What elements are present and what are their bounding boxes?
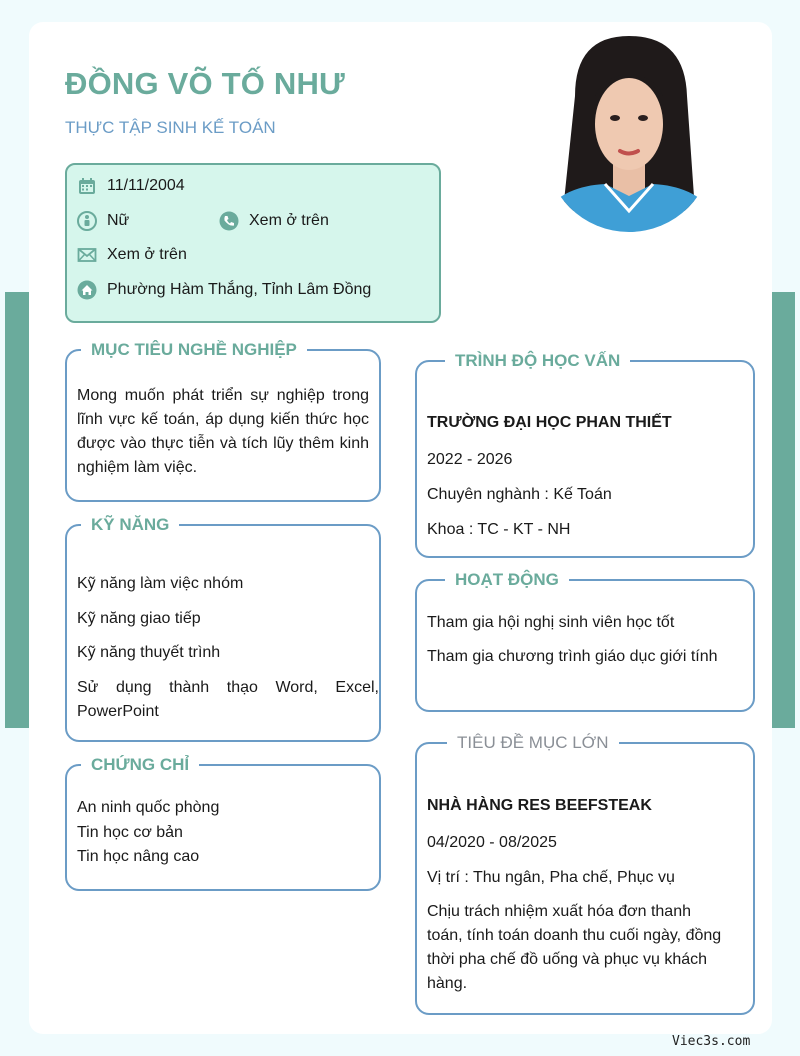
work-period: 04/2020 - 08/2025 — [427, 834, 557, 851]
certificate-item: Tin học cơ bản — [77, 824, 183, 841]
faculty: Khoa : TC - KT - NH — [427, 521, 571, 538]
left-accent-band — [5, 292, 29, 728]
gender-value: Nữ — [107, 212, 130, 229]
certificates-title: CHỨNG CHỈ — [81, 753, 199, 777]
mail-icon — [77, 245, 97, 265]
job-description: Chịu trách nhiệm xuất hóa đơn thanh toán, tính toán doanh thu cuối ngày, đồng thời pha chế đồ uống và phục vụ khách hàng. — [427, 903, 722, 992]
address-value: Phường Hàm Thắng, Tỉnh Lâm Đồng — [107, 281, 372, 298]
phone-value: Xem ở trên — [249, 212, 329, 229]
home-icon — [77, 280, 97, 300]
position: Vị trí : Thu ngân, Pha chế, Phục vụ — [427, 869, 675, 886]
objective-title: MỤC TIÊU NGHỀ NGHIỆP — [81, 338, 307, 362]
email-row — [77, 245, 187, 265]
gender-row — [77, 211, 129, 231]
right-accent-band — [772, 292, 795, 728]
experience-title: TIÊU ĐỀ MỤC LỚN — [447, 731, 619, 755]
activities-title: HOẠT ĐỘNG — [445, 568, 569, 592]
company-name: NHÀ HÀNG RES BEEFSTEAK — [427, 797, 652, 814]
site-watermark: Viec3s.com — [672, 1034, 751, 1049]
gender-icon — [77, 211, 97, 231]
certificate-item: Tin học nâng cao — [77, 848, 200, 865]
address-row — [77, 280, 371, 300]
candidate-name: ĐỒNG VÕ TỐ NHƯ — [65, 66, 345, 101]
birthday-row — [77, 176, 185, 196]
certificate-item: An ninh quốc phòng — [77, 799, 220, 816]
job-title: THỰC TẬP SINH KẾ TOÁN — [65, 118, 276, 137]
school-name: TRƯỜNG ĐẠI HỌC PHAN THIẾT — [427, 414, 672, 431]
major: Chuyên nghành : Kế Toán — [427, 486, 612, 503]
phone-icon — [219, 211, 239, 231]
study-years: 2022 - 2026 — [427, 451, 513, 468]
skill-item: Kỹ năng thuyết trình — [77, 644, 221, 661]
skill-item: Sử dụng thành thạo Word, Excel, PowerPoint — [77, 679, 379, 720]
education-title: TRÌNH ĐỘ HỌC VẤN — [445, 349, 630, 373]
activity-item: Tham gia hội nghị sinh viên học tốt — [427, 614, 675, 631]
skill-item: Kỹ năng làm việc nhóm — [77, 575, 244, 592]
email-value: Xem ở trên — [107, 246, 187, 263]
birthday-value: 11/11/2004 — [107, 177, 185, 194]
objective-text: Mong muốn phát triển sự nghiệp trong lĩnh vực kế toán, áp dụng kiến thức học được vào thực tiễn và tích lũy thêm kinh nghiệm làm việc. — [77, 387, 369, 476]
phone-row — [219, 211, 329, 231]
profile-photo — [545, 36, 713, 232]
calendar-icon — [77, 176, 97, 196]
skill-item: Kỹ năng giao tiếp — [77, 610, 201, 627]
activity-item: Tham gia chương trình giáo dục giới tính — [427, 648, 718, 665]
skills-title: KỸ NĂNG — [81, 513, 179, 537]
